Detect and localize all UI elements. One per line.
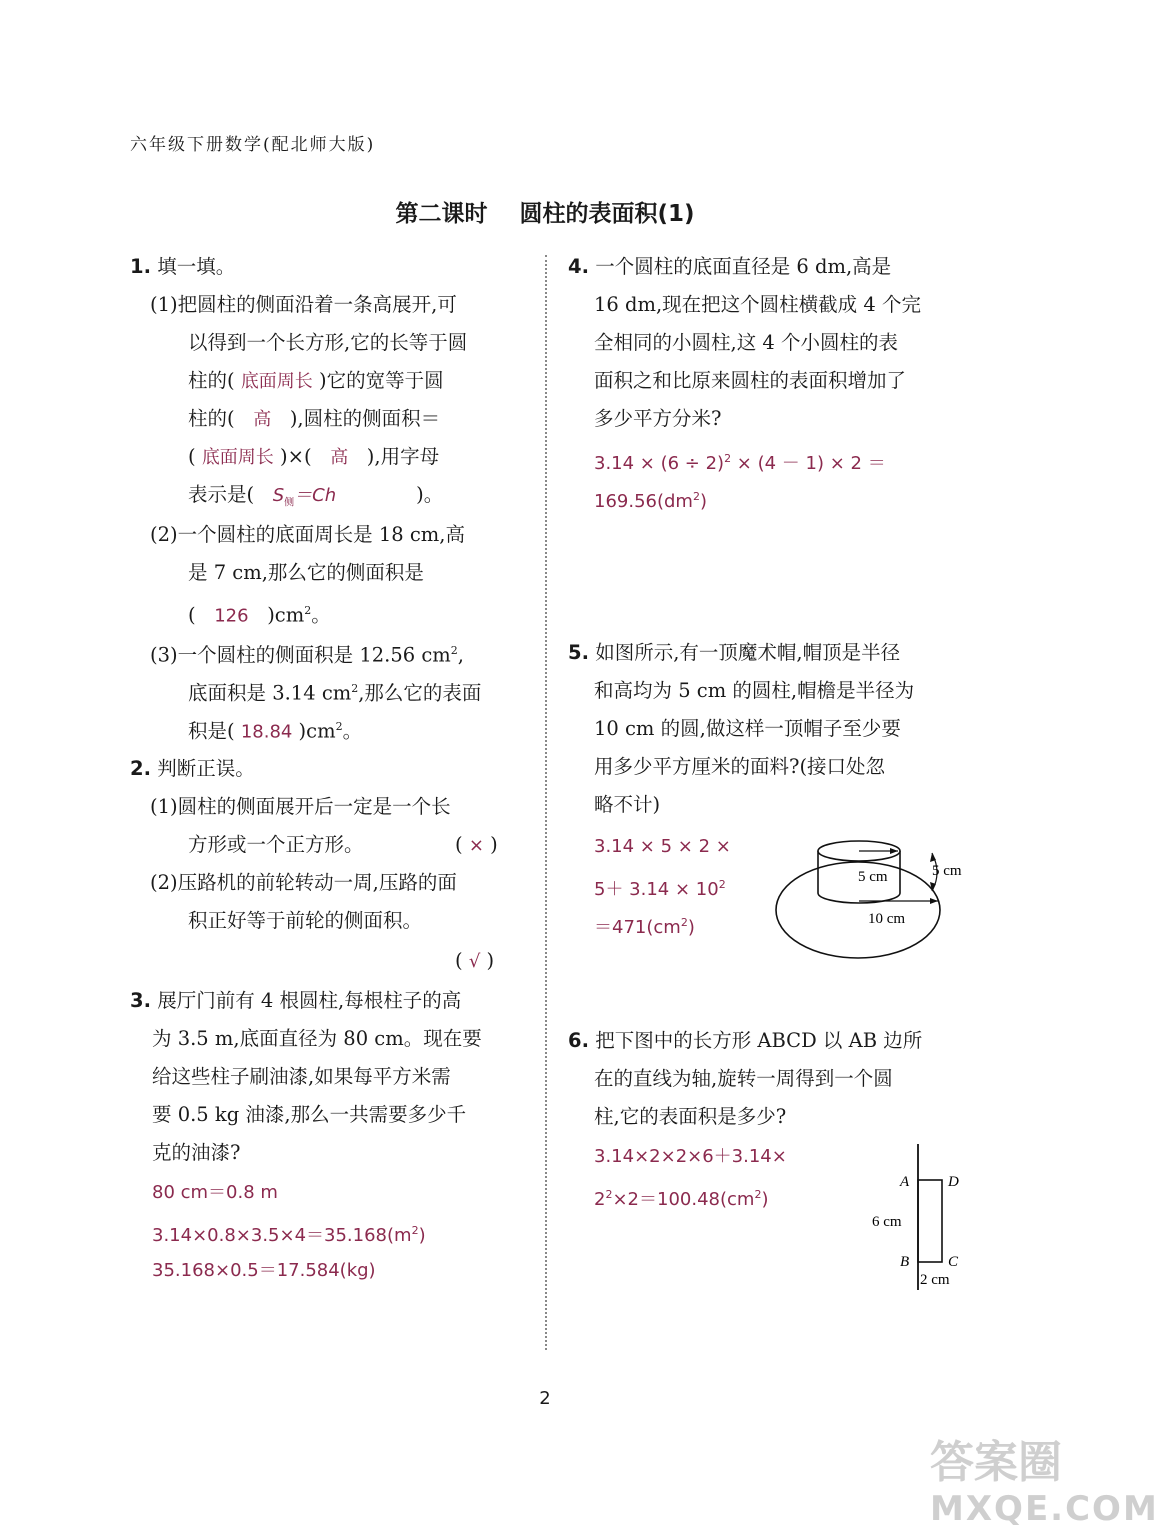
q4-line5: 多少平方分米?	[594, 407, 722, 430]
q6-answer2: $2^2\times 2=100.48(cm^2)$	[594, 1188, 769, 1210]
q2-p1-line1: (1)圆柱的侧面展开后一定是一个长	[150, 795, 451, 818]
q1-p1-line1: (1)把圆柱的侧面沿着一条高展开,可	[150, 293, 457, 316]
q2-p1-judgement: ( × )	[455, 833, 498, 856]
rectangle-figure	[866, 1140, 976, 1300]
brim-radius-arrowhead	[930, 898, 938, 904]
label-b: B	[900, 1254, 910, 1270]
q5-answer2: $5+ 3.14 \times 10^2$	[594, 878, 726, 900]
answer-width: 高	[253, 409, 272, 430]
q1-p1-line5: ( 底面周长 )×( 高 ),用字母	[188, 445, 440, 468]
q2-p1-line2: 方形或一个正方形。	[188, 833, 364, 856]
q1-p1-line3: 柱的( 底面周长 )它的宽等于圆	[188, 369, 444, 392]
answer-formula: $S_侧=Ch$	[272, 485, 337, 509]
q3-line3: 给这些柱子刷油漆,如果每平方米需	[152, 1065, 451, 1088]
answer-area2: 高	[330, 447, 349, 468]
q4-line2: 16 dm,现在把这个圆柱横截成 4 个完	[594, 293, 921, 316]
q6-answer1: 3.14×2×2×6＋3.14×	[594, 1146, 787, 1167]
q4-line3: 全相同的小圆柱,这 4 个小圆柱的表	[594, 331, 899, 354]
book-header: 六年级下册数学(配北师大版)	[130, 135, 376, 155]
page-number: 2	[539, 1388, 551, 1409]
q6-line2: 在的直线为轴,旋转一周得到一个圆	[594, 1067, 893, 1090]
page-title	[0, 195, 1090, 228]
label-c: C	[948, 1254, 959, 1270]
answer-surface-area: 18.84	[240, 721, 293, 743]
q3-line4: 要 0.5 kg 油漆,那么一共需要多少千	[152, 1103, 467, 1126]
q1-p3-line3: 积是( 18.84 )$cm^2$。	[188, 719, 363, 743]
label-height: 5 cm	[932, 863, 962, 879]
label-brim: 10 cm	[868, 911, 906, 927]
q4-line1: 4. 一个圆柱的底面直径是 6 dm,高是	[568, 255, 892, 278]
q3-line2: 为 3.5 m,底面直径为 80 cm。现在要	[152, 1027, 482, 1050]
q1-p3-line1: (3)一个圆柱的侧面积是 12.56 $cm^2$,	[150, 643, 464, 667]
q4-line4: 面积之和比原来圆柱的表面积增加了	[594, 369, 907, 392]
q2-p2-line2: 积正好等于前轮的侧面积。	[188, 909, 423, 932]
q5-line3: 10 cm 的圆,做这样一顶帽子至少要	[594, 717, 901, 740]
q3-line1: 3. 展厅门前有 4 根圆柱,每根柱子的高	[130, 989, 462, 1012]
q5-line1: 5. 如图所示,有一顶魔术帽,帽顶是半径	[568, 641, 901, 664]
q5-line4: 用多少平方厘米的面料?(接口处忽	[594, 755, 886, 778]
q2-p2-judgement: ( √ )	[455, 949, 495, 972]
lesson-label: 第二课时	[395, 201, 488, 227]
magic-hat-figure	[770, 835, 980, 965]
q5-answer1: 3.14 × 5 × 2 ×	[594, 836, 731, 857]
q1-p1-line6: 表示是( $S_侧=Ch$ )。	[188, 483, 444, 509]
q5-line2: 和高均为 5 cm 的圆柱,帽檐是半径为	[594, 679, 915, 702]
q5-line5: 略不计)	[594, 793, 661, 816]
q3-line5: 克的油漆?	[152, 1141, 241, 1164]
rectangle-abcd	[918, 1180, 942, 1262]
answer-length: 底面周长	[240, 371, 313, 392]
q2-title: 2. 判断正误。	[130, 757, 255, 780]
column-divider	[545, 255, 547, 1350]
q6-line3: 柱,它的表面积是多少?	[594, 1105, 787, 1128]
label-d: D	[948, 1174, 959, 1190]
q3-answer2: $3.14\times 0.8\times 3.5\times 4=35.168(m^2)$	[152, 1224, 426, 1246]
q6-line1: 6. 把下图中的长方形 ABCD 以 AB 边所	[568, 1029, 923, 1052]
q2-p2-line1: (2)压路机的前轮转动一周,压路的面	[150, 871, 457, 894]
answer-judge-2: √	[468, 951, 481, 972]
site-watermark: 答案圈 MXQE.COM	[930, 1437, 1159, 1529]
q1-p1-line4: 柱的( 高 ),圆柱的侧面积＝	[188, 407, 441, 430]
q4-answer2: $169.56(dm^2)$	[594, 490, 707, 512]
q3-answer1: 80 cm＝0.8 m	[152, 1182, 278, 1203]
q3-answer3: 35.168×0.5＝17.584(kg)	[152, 1260, 376, 1281]
label-side: 6 cm	[872, 1214, 902, 1230]
answer-judge-1: ×	[468, 835, 484, 856]
q4-answer1: $3.14 \times (6 \div 2)^2 \times (4 - 1) \times 2$ ＝	[594, 452, 886, 474]
answer-area1: 底面周长	[201, 447, 274, 468]
answer-lateral-area: 126	[214, 605, 249, 627]
label-a: A	[900, 1174, 910, 1190]
lesson-topic: 圆柱的表面积(1)	[519, 201, 695, 227]
q1-p3-line2: 底面积是 3.14 $cm^2$,那么它的表面	[188, 681, 482, 705]
label-bottom: 2 cm	[920, 1272, 950, 1288]
q1-p1-line2: 以得到一个长方形,它的长等于圆	[188, 331, 468, 354]
q1-p2-line2: 是 7 cm,那么它的侧面积是	[188, 561, 424, 584]
label-radius: 5 cm	[858, 869, 888, 885]
q5-answer3: $=471(cm^2)$	[594, 916, 695, 938]
q1-p2-line1: (2)一个圆柱的底面周长是 18 cm,高	[150, 523, 465, 546]
q1-p2-line3: ( 126 )$cm^2$。	[188, 603, 331, 627]
q1-title: 1. 填一填。	[130, 255, 236, 278]
